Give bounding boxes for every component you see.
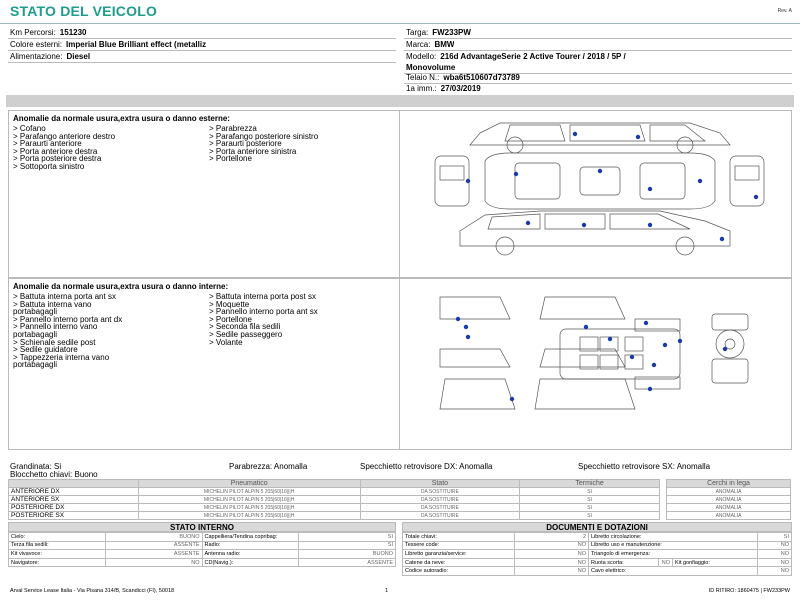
make-label: Marca: (406, 40, 431, 49)
cell-value: ASSENTE (299, 558, 396, 567)
tyre-stato: DA SOSTITUIRE (360, 496, 520, 504)
cell-label: Radio: (202, 541, 299, 550)
interior-list-1 (13, 293, 122, 369)
interior-item: portabagagli (13, 307, 58, 317)
make-value: BMW (434, 40, 455, 49)
interior-item: > Moquette (209, 299, 250, 309)
specchietto-dx-label: Specchietto retrovisore DX: Anomalla (360, 462, 493, 471)
table-row (9, 496, 660, 504)
section-band (6, 95, 794, 107)
table-row (9, 533, 396, 542)
parabrezza-label: Parabrezza: Anomalla (229, 462, 308, 471)
header-rule (0, 23, 800, 24)
exterior-car-diagram (399, 111, 792, 277)
chassis-row (406, 72, 520, 83)
plate-value: FW233PW (432, 28, 471, 37)
cell-label: Libretto circolazione: (589, 533, 758, 542)
table-row (9, 541, 396, 550)
interior-item: > Tappezzeria interna vano (13, 352, 110, 362)
interior-item: > Battuta interna porta post sx (209, 292, 316, 301)
interior-car-diagram (399, 279, 792, 449)
cell-label: Kit gonfiaggio: (673, 558, 758, 567)
interior-item: > Volante (209, 337, 243, 347)
exterior-item: > Porta anteriore destra (13, 146, 98, 156)
tyre-model: MICHELIN PILOT ALPIN 5 205|60|16|||H (138, 504, 360, 512)
color-value: Imperial Blue Brilliant effect (metalliz (66, 40, 207, 49)
exterior-panel (8, 110, 792, 278)
cell-value: BUONO (105, 533, 202, 542)
exterior-item: > Paraurti anteriore (13, 139, 82, 149)
cell-label: Antenna radio: (202, 550, 299, 559)
model-row (406, 51, 626, 62)
model-label: Modello: (406, 52, 437, 61)
table-row (403, 533, 792, 542)
chassis-value: wba6t510607d73789 (443, 73, 520, 82)
cell-value: NO (515, 567, 589, 576)
exterior-list-1 (13, 125, 115, 171)
cerchi-value: ANOMALIA (667, 512, 791, 520)
cell-label: Codice autoradio: (403, 567, 515, 576)
interior-item: > Schienale sedile post (13, 337, 96, 347)
cell-value: NO (105, 558, 202, 567)
cell-value: NO (515, 541, 589, 550)
cell-label: Catene da neve: (403, 558, 515, 567)
tyre-position: ANTERIORE SX (9, 496, 139, 504)
cell-value: ASSENTE (105, 541, 202, 550)
exterior-item: > Cofano (13, 124, 46, 133)
cerchi-value: ANOMALIA (667, 488, 791, 496)
cerchi-table (666, 479, 791, 520)
interior-item: > Portellone (209, 314, 252, 324)
page-title: STATO DEL VEICOLO (10, 3, 158, 19)
cerchi-header: Cerchi in lega (667, 480, 791, 488)
revision-label: Rev. A (777, 8, 792, 14)
cell-value: SI (299, 541, 396, 550)
exterior-car-svg (400, 111, 793, 277)
cell-label: Ruota scorta: (589, 558, 659, 567)
cell-label: Totale chiavi: (403, 533, 515, 542)
interior-item: > Pannello interno porta ant sx (209, 307, 318, 317)
fuel-row (10, 51, 90, 62)
interior-item: > Pannello interno porta ant dx (13, 314, 123, 324)
cell-label: Cappelliera/Tendina copribag: (202, 533, 299, 542)
cell-value: BUONO (299, 550, 396, 559)
cerchi-value: ANOMALIA (667, 496, 791, 504)
stato-interno-table (8, 532, 396, 567)
documenti-title: DOCUMENTI E DOTAZIONI (402, 522, 792, 532)
tyre-termiche: SI (520, 504, 660, 512)
divider (8, 62, 396, 63)
tyre-stato: DA SOSTITUIRE (360, 488, 520, 496)
cell-value: ASSENTE (105, 550, 202, 559)
interior-item: portabagagli (13, 329, 58, 339)
plate-label: Targa: (406, 28, 429, 37)
cell-value: NO (758, 567, 792, 576)
cell-label: CD(Navig.): (202, 558, 299, 567)
exterior-item: > Parafango anteriore destro (13, 131, 116, 141)
table-row (9, 504, 660, 512)
cell-value: SI (299, 533, 396, 542)
interior-title: Anomalie da normale usura,extra usura o danno interne: (13, 282, 229, 291)
tyre-termiche: SI (520, 512, 660, 520)
cell-label: Cavo elettrico: (589, 567, 758, 576)
table-row (9, 512, 660, 520)
tyres-table (8, 479, 660, 520)
tyre-position: POSTERIORE SX (9, 512, 139, 520)
cell-label: Cielo: (9, 533, 106, 542)
cell-value: NO (758, 550, 792, 559)
cell-value: NO (758, 558, 792, 567)
km-value: 151230 (59, 28, 87, 37)
tyre-model: MICHELIN PILOT ALPIN 5 205|60|16|||H (138, 496, 360, 504)
cell-value: NO (515, 558, 589, 567)
cell-label: Triangolo di emergenza: (589, 550, 758, 559)
table-row (403, 558, 792, 567)
tyre-termiche: SI (520, 488, 660, 496)
km-row (10, 27, 87, 38)
tyre-model: MICHELIN PILOT ALPIN 5 205|60|16|||H (138, 488, 360, 496)
interior-panel (8, 278, 792, 450)
cerchi-value: ANOMALIA (667, 504, 791, 512)
interior-car-svg (400, 279, 793, 449)
exterior-item: > Portellone (209, 154, 252, 164)
tyres-header-termiche: Termiche (520, 480, 660, 488)
tyre-stato: DA SOSTITUIRE (360, 504, 520, 512)
tyre-position: POSTERIORE DX (9, 504, 139, 512)
cell-value: 2 (515, 533, 589, 542)
tyre-position: ANTERIORE DX (9, 488, 139, 496)
registration-row (406, 83, 481, 94)
interior-item: > Battuta interna vano (13, 299, 92, 309)
interior-item: > Seconda fila sedili (209, 322, 281, 332)
exterior-item: > Sottoporta sinistro (13, 161, 85, 171)
registration-value: 27/03/2019 (440, 84, 481, 93)
tyres-header-pneumatico: Pneumatico (138, 480, 360, 488)
make-row (406, 39, 454, 50)
tyres-header-stato: Stato (360, 480, 520, 488)
tyre-model: MICHELIN PILOT ALPIN 5 205|60|16|||H (138, 512, 360, 520)
interior-list-2 (209, 293, 318, 346)
interior-item: > Pannello interno vano (13, 322, 98, 332)
cell-label: Kit vivavoce: (9, 550, 106, 559)
fuel-value: Diesel (66, 52, 91, 61)
stato-interno-title: STATO INTERNO (8, 522, 396, 532)
tyres-header-blank (9, 480, 139, 488)
divider (404, 38, 792, 39)
blocchetto-label: Blocchetto chiavi: Buono (10, 470, 98, 479)
cell-value: NO (758, 541, 792, 550)
cell-label: Navigatore: (9, 558, 106, 567)
model-value-1: 216d AdvantageSerie 2 Active Tourer / 2018 / 5P / (440, 52, 626, 61)
exterior-item: > Parabrezza (209, 124, 257, 133)
interior-item: > Sedile guidatore (13, 345, 78, 355)
exterior-item: > Parafango posteriore sinistro (209, 131, 319, 141)
footer-company: Arval Service Lease Italia - Via Pisana 314/B, Scandicci (FI), 50018 (10, 588, 175, 594)
footer-id: ID RITIRO: 1860475 | FW233PW (708, 588, 790, 594)
exterior-item: > Porta anteriore sinistra (209, 146, 297, 156)
interior-item: > Battuta interna porta ant sx (13, 292, 116, 301)
plate-row (406, 27, 471, 38)
cell-label: Libretto garanzia/service: (403, 550, 515, 559)
model-value-2: Monovolume (406, 63, 456, 72)
exterior-item: > Paraurti posteriore (209, 139, 282, 149)
specchietto-sx-label: Specchietto retrovisore SX: Anomalla (578, 462, 711, 471)
color-label: Colore esterni: (10, 40, 63, 49)
exterior-item: > Porta posteriore destra (13, 154, 102, 164)
cell-value: NO (515, 550, 589, 559)
footer-page-number: 1 (385, 588, 389, 594)
km-label: Km Percorsi: (10, 28, 56, 37)
table-row (9, 488, 660, 496)
cell-label: Tessere code: (403, 541, 515, 550)
documenti-table (402, 532, 792, 576)
table-row (9, 558, 396, 567)
interior-item: portabagagli (13, 360, 58, 370)
registration-label: 1a imm.: (406, 84, 437, 93)
fuel-label: Alimentazione: (10, 52, 63, 61)
table-row (403, 550, 792, 559)
interior-item: > Sedile passeggero (209, 329, 283, 339)
table-row (403, 541, 792, 550)
table-row (403, 567, 792, 576)
grandinata-label: Grandinata: Si (10, 462, 62, 471)
cell-value: NO (659, 558, 673, 567)
table-row (9, 550, 396, 559)
tyre-stato: DA SOSTITUIRE (360, 512, 520, 520)
tyre-termiche: SI (520, 496, 660, 504)
exterior-title: Anomalie da normale usura,extra usura o danno esterne: (13, 114, 230, 123)
exterior-list-2 (209, 125, 318, 163)
chassis-label: Telaio N.: (406, 73, 440, 82)
color-row (10, 39, 396, 50)
cell-value: SI (758, 533, 792, 542)
cell-label: Terza fila sedili: (9, 541, 106, 550)
cell-label: Libretto uso e manutenzione: (589, 541, 758, 550)
